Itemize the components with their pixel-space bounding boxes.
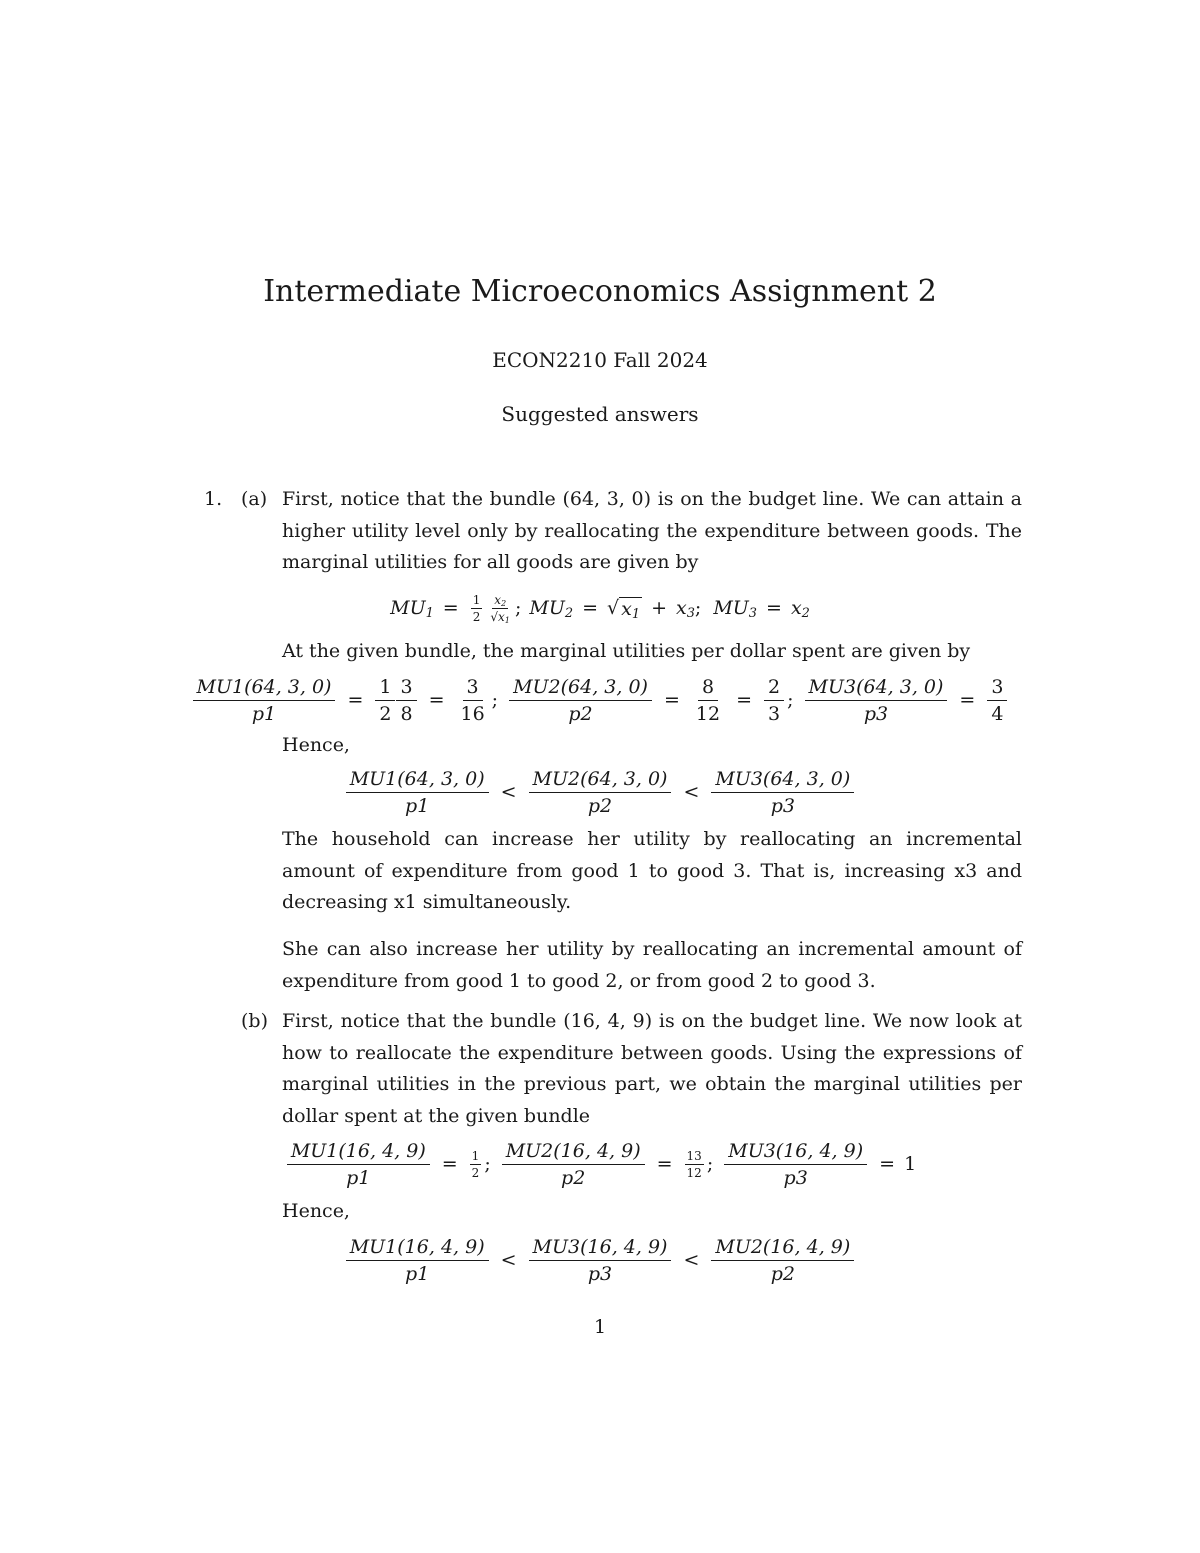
hence-b: Hence, (282, 1200, 350, 1222)
course-line: ECON2210 Fall 2024 (492, 348, 708, 372)
ordering-b: $\frac{MU1(16, 4, 9)}{p1}$ < $\frac{MU3(16, 4, 9)}{p3}$ < $\frac{MU2(16, 4, 9)}{p2}$ (0, 1230, 1200, 1290)
per-dollar-intro-a: At the given bundle, the marginal utilities per dollar spent are given by (282, 640, 971, 662)
part-a-intro: First, notice that the bundle (64, 3, 0) is on the budget line. We can attain a higher utility level only by reallocating the expenditure between goods. The marginal utilities for all goods are given by (282, 488, 1022, 573)
page-number: 1 (593, 1316, 607, 1338)
hence-a: Hence, (282, 734, 350, 756)
document-subtitle: Suggested answers (501, 402, 699, 426)
part-a-label: (a) (241, 488, 268, 510)
question-number: 1. (204, 488, 223, 510)
per-dollar-equation-a: $\frac{MU1(64, 3, 0)}{p1}$ = $\frac{1}{2}$ $\frac{3}{8}$ = $\frac{3}{16}$ ; $\frac{MU2(64, 3, 0)}{p2}$ = $\frac{8}{12}$ = $\frac{2}{3}$ ; $\frac{MU3(64, 3, 0)}{p3}$ = $\frac{3}{4}$ (0, 670, 1200, 730)
ordering-a: $\frac{MU1(64, 3, 0)}{p1}$ < $\frac{MU2(64, 3, 0)}{p2}$ < $\frac{MU3(64, 3, 0)}{p3}$ (0, 762, 1200, 822)
per-dollar-equation-b: $\frac{MU1(16, 4, 9)}{p1}$ = $\frac{1}{2}$ ; $\frac{MU2(16, 4, 9)}{p2}$ = $\frac{13}{12}$ ; $\frac{MU3(16, 4, 9)}{p3}$ = 1 (0, 1134, 1200, 1194)
conclusion-a: The household can increase her utility by reallocating an incremental amount of expenditure from good 1 to good 3. That is, increasing x3 and decreasing x1 simultaneously. (282, 828, 1022, 913)
mu1-64-3-0: MU1(64, 3, 0) (193, 676, 336, 701)
part-b-label: (b) (241, 1010, 268, 1032)
alternative-a: She can also increase her utility by reallocating an incremental amount of expenditure from good 1 to good 2, or from good 2 to good 3. (282, 938, 1022, 992)
part-b-intro: First, notice that the bundle (16, 4, 9) is on the budget line. We now look at how to reallocate the expenditure between goods. Using the expressions of marginal utilities in the previous part, we obtain the marginal utilities per dollar spent at the given bundle (282, 1010, 1022, 1127)
marginal-utility-equation: $MU_1$ = $\frac{1}{2}$ $\frac{x_2}{√x_1}$ ; $MU_2$ = √ $x_1$ + $x_3$ ; $MU_3$ = $x_2$ (390, 592, 810, 625)
document-title: Intermediate Microeconomics Assignment 2 (263, 274, 937, 309)
